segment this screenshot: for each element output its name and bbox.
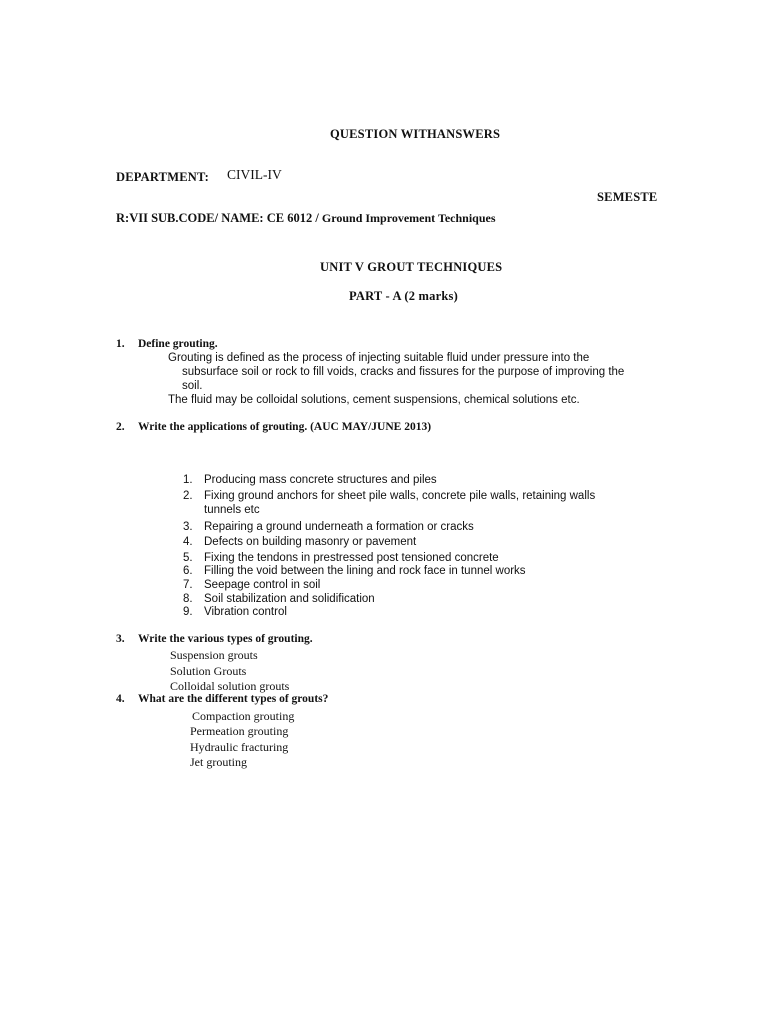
question-text: Write the various types of grouting.: [138, 633, 313, 645]
answer-1-line-1: Grouting is defined as the process of injecting suitable fluid under pressure into the: [168, 352, 590, 364]
question-3: [116, 633, 313, 645]
question-text: Define grouting.: [138, 338, 218, 350]
question-number: 4.: [116, 693, 125, 705]
list-item: Solution Grouts: [170, 664, 247, 678]
list-item: Jet grouting: [190, 755, 247, 769]
question-4: [116, 693, 328, 705]
list-item: Permeation grouting: [190, 724, 289, 738]
subject-name: Ground Improvement Techniques: [321, 211, 496, 225]
question-text: Write the applications of grouting. (AUC MAY/JUNE 2013): [138, 421, 432, 433]
part-title: PART - A (2 marks): [349, 289, 458, 303]
list-item: Hydraulic fracturing: [190, 740, 289, 754]
question-number: 2.: [116, 421, 125, 433]
question-number: 3.: [116, 633, 125, 645]
answer-1-line-4: The fluid may be colloidal solutions, cement suspensions, chemical solutions etc.: [168, 394, 580, 406]
list-item: Suspension grouts: [170, 648, 258, 662]
document-title: QUESTION WITHANSWERS: [330, 127, 501, 141]
subject-code: R:VII SUB.CODE/ NAME: CE 6012 /: [116, 211, 322, 225]
subject-line: [116, 211, 496, 226]
document-page: QUESTION WITHANSWERS DEPARTMENT: CIVIL-IV SEMESTE R:VII SUB.CODE/ NAME: CE 6012 / Ground Improvement Techniques UNIT V GROUT TECHNIQUES PART - A (2 marks) 1. Define grouting. Grouting is defined as the process of injecting suitable fluid under pressure into the subsurface soil or rock to fill voids, cracks and fissures for the purpose of improving the soil. The fluid may be colloidal solutions, cement suspensions, chemical solutions etc. 2. Write the applications of grouting. (AUC MAY/JUNE 2013) 1. Producing mass concrete structures and piles 2. Fixing ground anchors for sheet pile walls, concrete pile walls, retaining walls tunnels etc 3. Repairing a ground underneath a formation or cracks 4. Defects on building masonry or pavement 5. Fixing the tendons in prestressed post tensioned concrete 6. Filling the void between the lining and rock face in tunnel works 7. Seepage control in soil 8. Soil stabilization and solidification 9. Vibration control 3. Write the various types of grouting. Suspension grouts Solution Grouts Colloidal solution grouts 4. What are the different types of grouts? Compaction grouting Permeation grouting Hydraulic fracturing Jet grouting: [116, 127, 658, 769]
department-value: CIVIL-IV: [227, 167, 282, 182]
answer-1-line-2: subsurface soil or rock to fill voids, cracks and fissures for the purpose of improving the: [182, 366, 625, 378]
list-item: Colloidal solution grouts: [170, 679, 290, 693]
question-1: [116, 338, 218, 350]
answer-1-line-3: soil.: [182, 380, 203, 392]
semester-label: SEMESTE: [597, 190, 658, 204]
list-item: Compaction grouting: [192, 709, 295, 723]
unit-title: UNIT V GROUT TECHNIQUES: [320, 260, 503, 274]
question-number: 1.: [116, 338, 125, 350]
question-text: What are the different types of grouts?: [138, 693, 329, 705]
question-2: [116, 421, 431, 433]
department-label: DEPARTMENT:: [116, 170, 209, 184]
